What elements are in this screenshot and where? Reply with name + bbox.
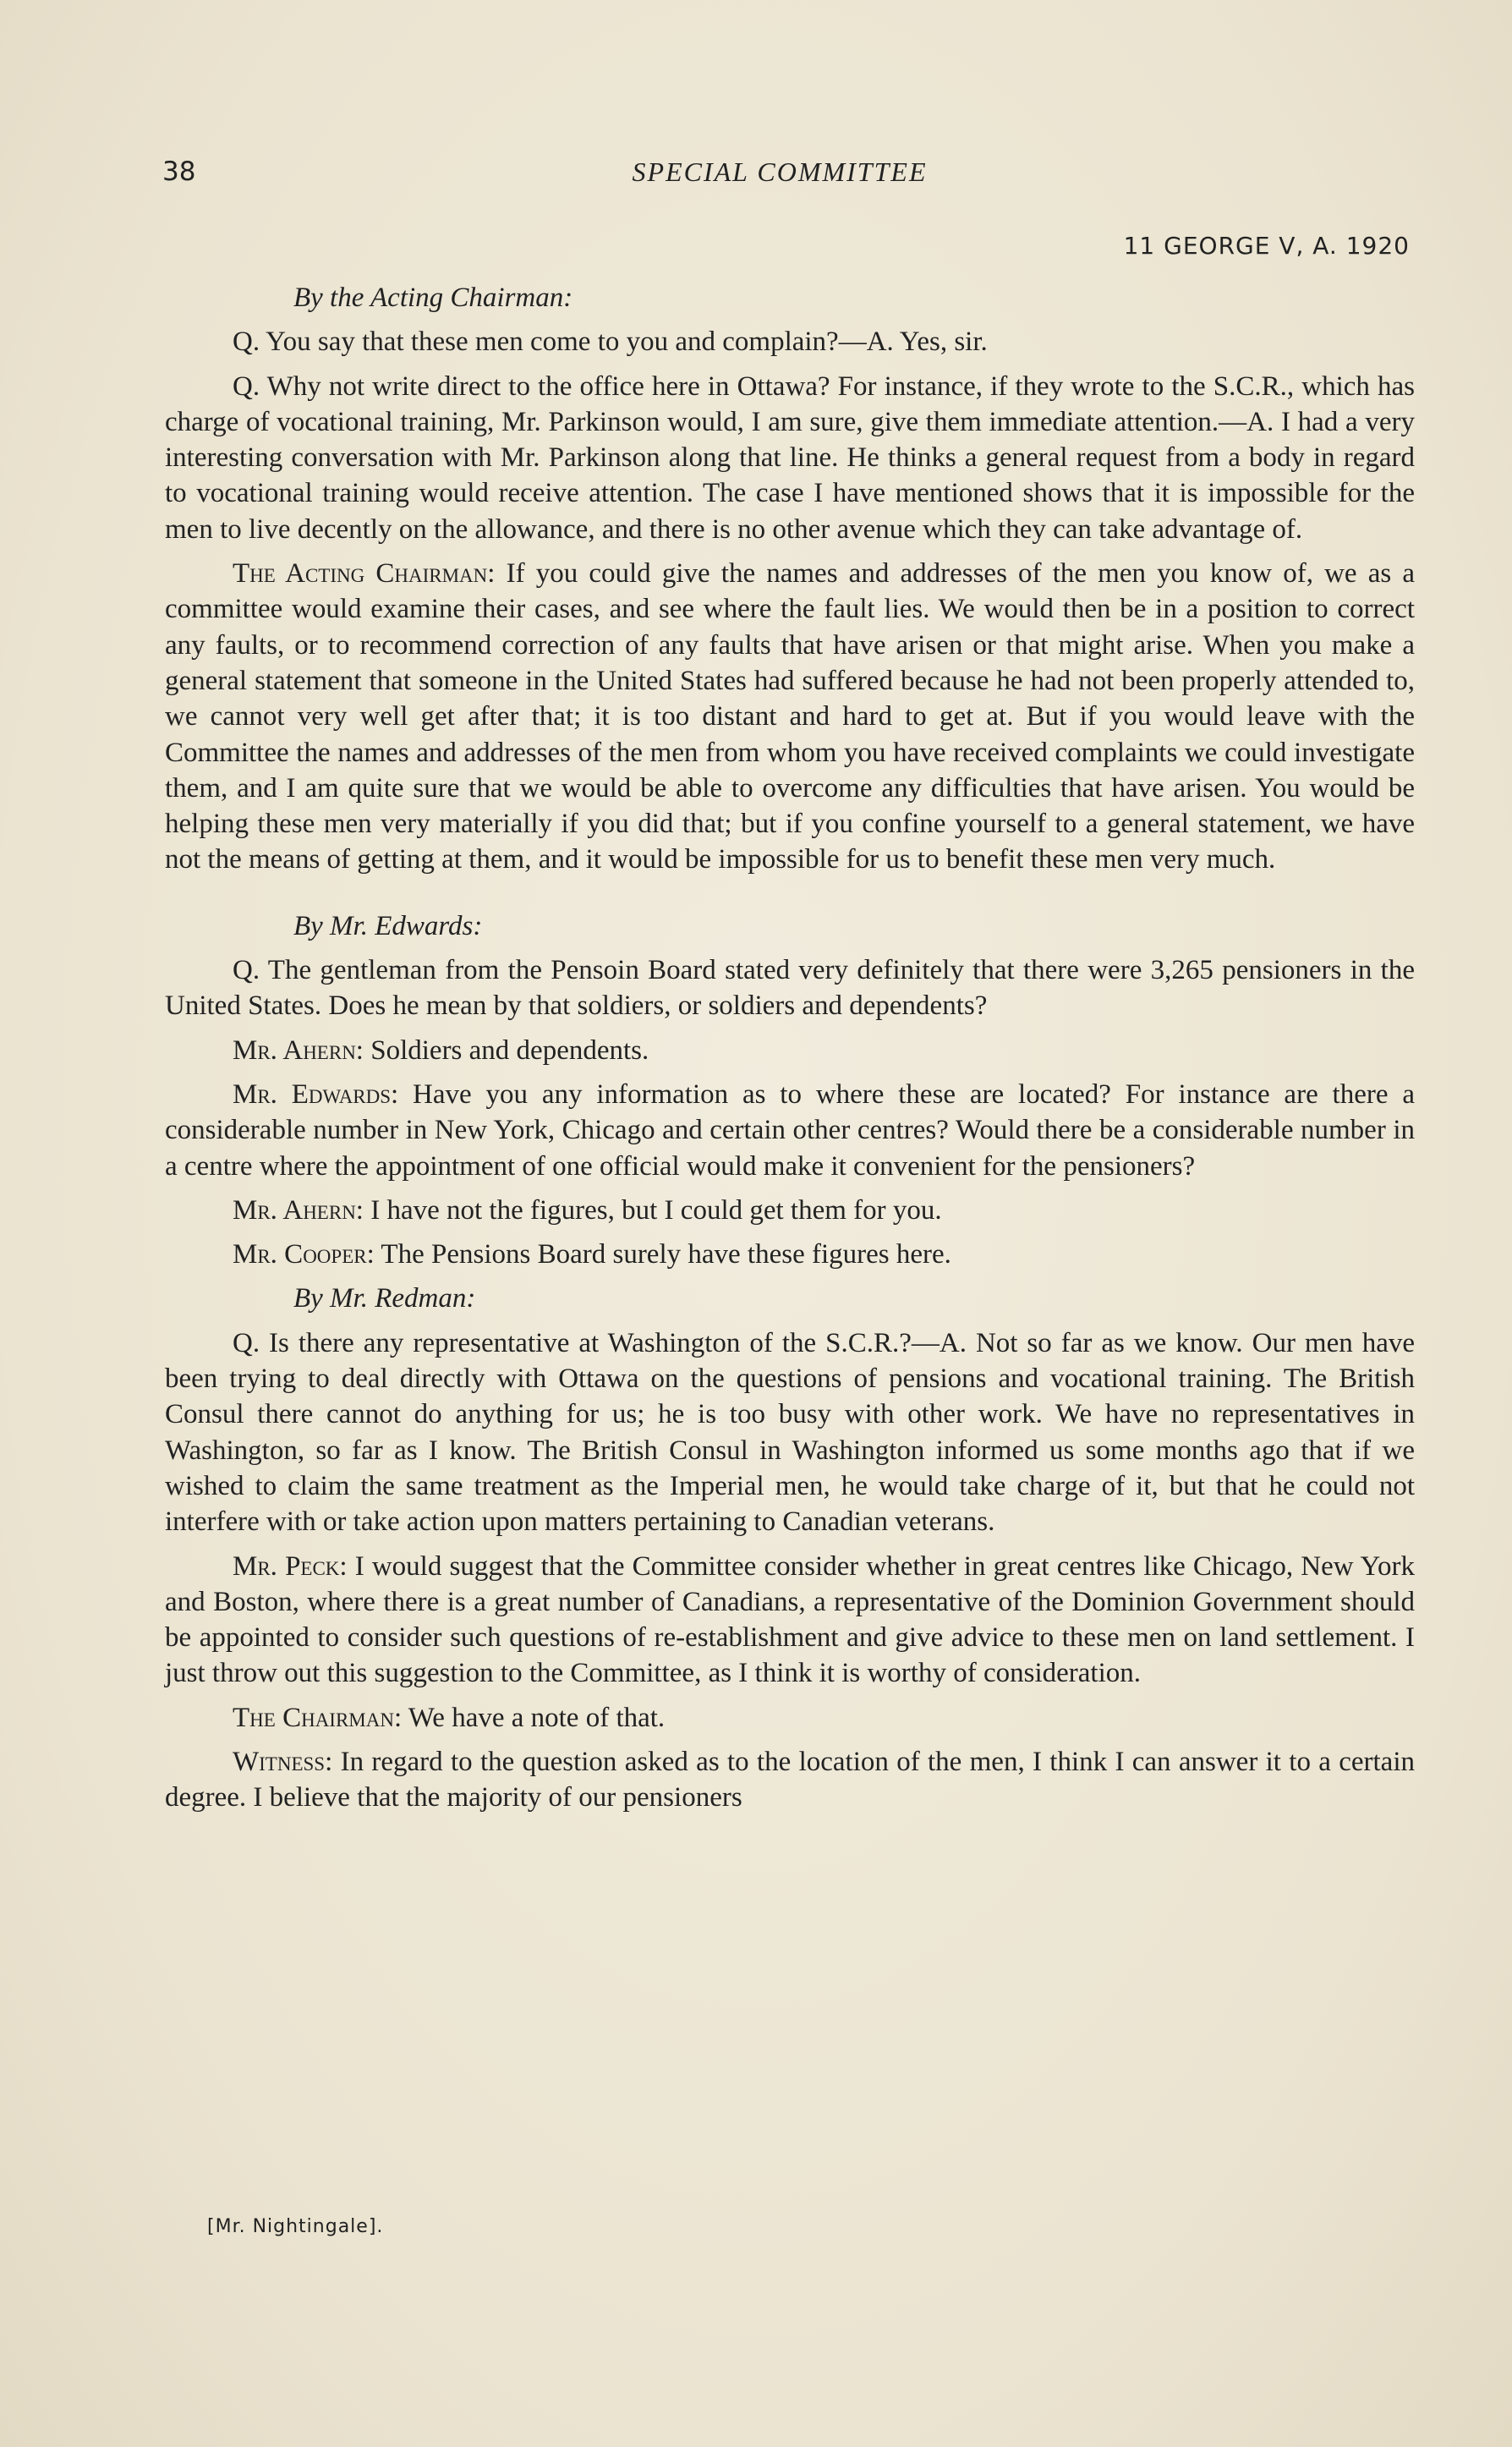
paragraph <box>165 952 1415 1024</box>
speaker-name: The Acting Chairman: <box>233 558 496 590</box>
session-label: 11 GEORGE V, A. 1920 <box>1123 232 1410 260</box>
paragraph-text: We have a note of that. <box>402 1702 666 1733</box>
examiner-heading: By Mr. Edwards: <box>293 910 483 941</box>
paragraph <box>165 1744 1415 1816</box>
paragraph-text: I would suggest that the Committee consider whether in great centres like Chicago, New York and Boston, where there is a great number of Canadians, a representative of the Dominion Government should be appointed to consider such questions of re-establishment and give advice to these men on land settlement. I just throw out this suggestion to the Committee, as I think it is worthy of consideration. <box>165 1550 1415 1689</box>
speaker-name: Mr. Ahern: <box>233 1194 364 1226</box>
paragraph-text: Q. Is there any representative at Washington of the S.C.R.?—A. Not so far as we know. Our men have been trying to deal directly with Ottawa on the questions of pensions and vocational training. The British Consul there cannot do anything for us; he is too busy with other work. We have no representatives in Washington, so far as I know. The British Consul in Washington informed us some months ago that if we wished to claim the same treatment as the Imperial men, he would take charge of it, but that he could not interfere with or take action upon matters pertaining to Canadian veterans. <box>165 1327 1415 1538</box>
page-number: 38 <box>162 156 196 187</box>
paragraph-text: I have not the figures, but I could get them for you. <box>363 1194 942 1226</box>
examiner-heading: By Mr. Redman: <box>293 1283 476 1314</box>
paragraph <box>165 1077 1415 1184</box>
examiner-heading: By the Acting Chairman: <box>293 283 573 313</box>
paragraph <box>165 1700 1415 1736</box>
speaker-name: Mr. Ahern: <box>233 1034 364 1066</box>
body-text <box>165 275 1415 1824</box>
speaker-name: Witness: <box>233 1746 333 1777</box>
paragraph-text: In regard to the question asked as to the location of the men, I think I can answer it to a certain degree. I believe that the majority of our pensioners <box>165 1746 1415 1813</box>
paragraph <box>165 1033 1415 1068</box>
paragraph-text: Q. The gentleman from the Pensoin Board stated very definitely that there were 3,265 pensioners in the United States. Does he mean by that soldiers, or soldiers and dependents? <box>165 955 1415 1022</box>
speaker-name: Mr. Cooper: <box>233 1239 375 1270</box>
speaker-name: Mr. Edwards: <box>233 1078 399 1110</box>
paragraph-text: The Pensions Board surely have these figures here. <box>374 1239 951 1270</box>
speaker-name: The Chairman: <box>233 1702 403 1733</box>
paragraph <box>165 1549 1415 1692</box>
paragraph <box>165 369 1415 547</box>
paragraph <box>165 1193 1415 1228</box>
paragraph-text: Q. You say that these men come to you and complain?—A. Yes, sir. <box>233 326 988 358</box>
paragraph-text: Have you any information as to where these are located? For instance are there a considerable number in New York, Chicago and certain other centres? Would there be a considerable number in a centre where the appointment of one official would make it convenient for the pensioners? <box>165 1078 1415 1182</box>
paragraph-text: Q. Why not write direct to the office here in Ottawa? For instance, if they wrote to the S.C.R., which has charge of vocational training, Mr. Parkinson would, I am sure, give them immediate attention.—A. I had a very interesting conversation with Mr. Parkinson along that line. He thinks a general request from a body in regard to vocational training would receive attention. The case I have mentioned shows that it is impossible for the men to live decently on the allowance, and there is no other avenue which they can take advantage of. <box>165 370 1415 545</box>
paragraph <box>165 1325 1415 1540</box>
paragraph <box>165 556 1415 878</box>
reporter-note: [Mr. Nightingale]. <box>207 2216 384 2237</box>
speaker-name: Mr. Peck: <box>233 1550 348 1582</box>
paragraph-text: If you could give the names and addresses of the men you know of, we as a committee would examine their cases, and see where the fault lies. We would then be in a position to correct any faults, or to recommend correction of any faults that have arisen or that might arise. When you make a general statement that someone in the United States had suffered because he had not been properly attended to, we cannot very well get after that; it is too distant and hard to get at. But if you would leave with the Committee the names and addresses of the men from whom you have received complaints we could investigate them, and I am quite sure that we would be able to overcome any difficulties that have arisen. You would be helping these men very materially if you did that; but if you confine yourself to a general statement, we have not the means of getting at them, and it would be impossible for us to benefit these men very much. <box>165 558 1415 875</box>
page-header <box>162 156 1397 194</box>
paragraph <box>165 324 1415 359</box>
paragraph-text: Soldiers and dependents. <box>363 1034 649 1066</box>
running-head: SPECIAL COMMITTEE <box>632 156 928 187</box>
paragraph <box>165 1237 1415 1272</box>
